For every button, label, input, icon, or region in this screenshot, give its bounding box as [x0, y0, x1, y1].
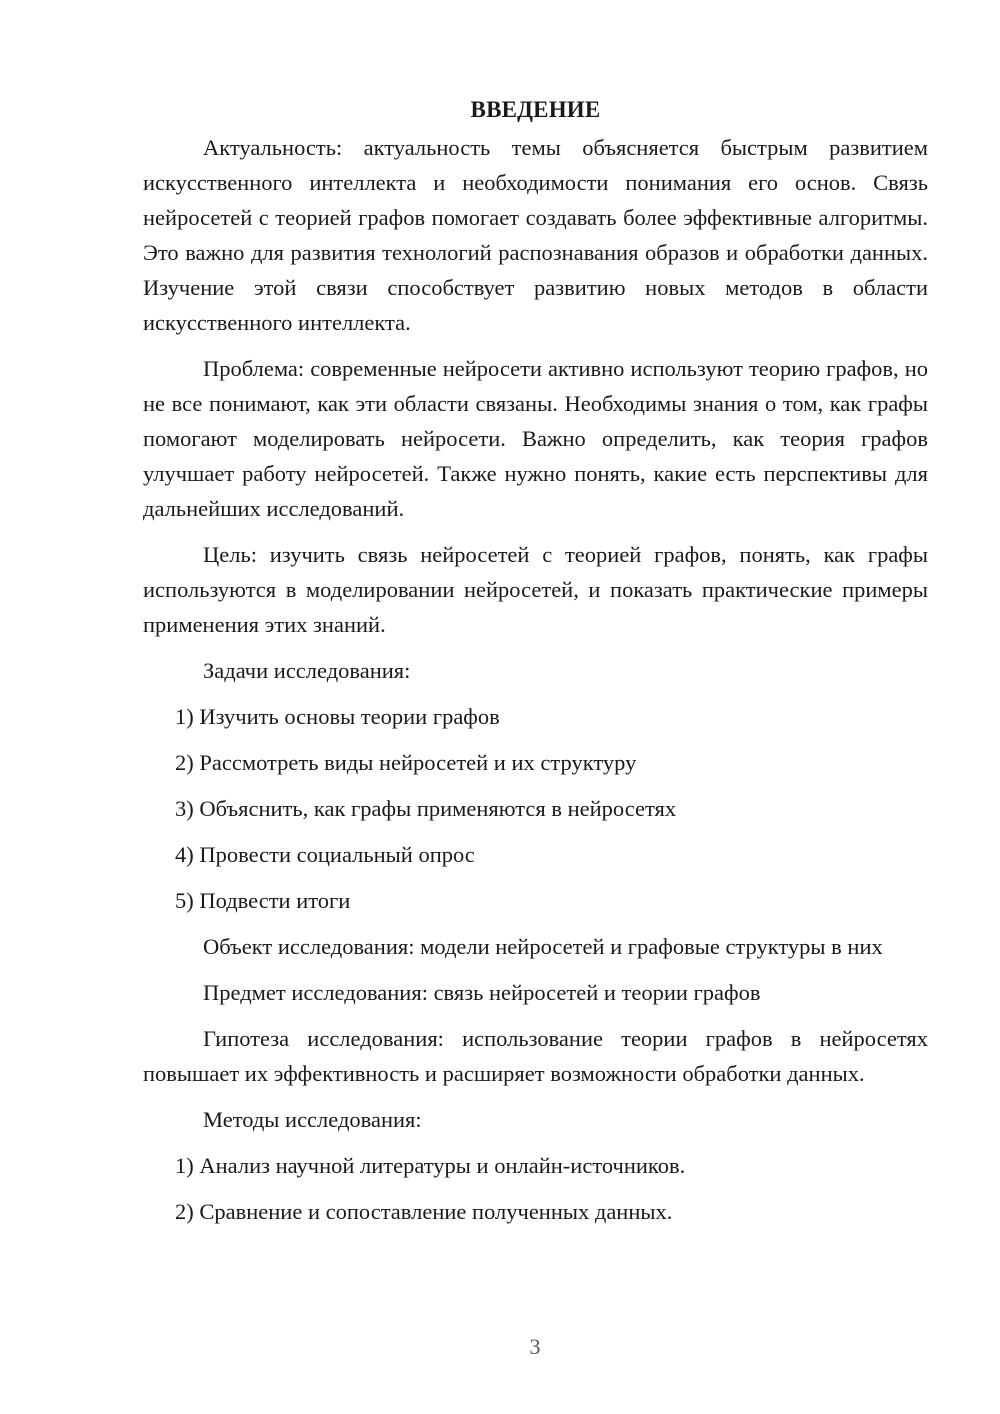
- goal-paragraph: Цель: изучить связь нейросетей с теорией графов, понять, как графы используются в моделировании нейросетей, и показать практические примеры применения этих знаний.: [143, 542, 928, 637]
- problem-paragraph: Проблема: современные нейросети активно используют теорию графов, но не все понимают, как эти области связаны. Необходимы знания о том, как графы помогают моделировать нейросети. Важно определить, как теория графов улучшает работу нейросетей. Также нужно понять, какие есть перспективы для дальнейших исследований.: [143, 356, 928, 521]
- methods-heading: Методы исследования:: [203, 1107, 422, 1132]
- task-item: 1) Изучить основы теории графов: [175, 704, 500, 729]
- relevance-paragraph: Актуальность: актуальность темы объясняется быстрым развитием искусственного интеллекта и необходимости понимания его основ. Связь нейросетей с теорией графов помогает создавать более эффективные алгоритмы. Это важно для развития технологий распознавания образов и обработки данных. Изучение этой связи способствует развитию новых методов в области искусственного интеллекта.: [143, 135, 928, 335]
- object-paragraph: Объект исследования: модели нейросетей и графовые структуры в них: [203, 934, 883, 959]
- task-item: 2) Рассмотреть виды нейросетей и их структуру: [175, 750, 637, 775]
- task-item: 4) Провести социальный опрос: [175, 842, 475, 867]
- methods-list: [143, 1148, 928, 1229]
- hypothesis-paragraph: Гипотеза исследования: использование теории графов в нейросетях повышает их эффективность и расширяет возможности обработки данных.: [143, 1026, 928, 1086]
- page-number: 3: [529, 1334, 541, 1359]
- method-item: 2) Сравнение и сопоставление полученных данных.: [175, 1199, 673, 1224]
- task-item: 5) Подвести итоги: [175, 888, 351, 913]
- task-item: 3) Объяснить, как графы применяются в нейросетях: [175, 796, 677, 821]
- tasks-list: [143, 699, 928, 918]
- method-item: 1) Анализ научной литературы и онлайн-источников.: [175, 1153, 686, 1178]
- tasks-heading: Задачи исследования:: [203, 658, 411, 683]
- page-title: ВВЕДЕНИЕ: [470, 97, 601, 122]
- subject-paragraph: Предмет исследования: связь нейросетей и теории графов: [203, 980, 761, 1005]
- page-content: [143, 92, 928, 1240]
